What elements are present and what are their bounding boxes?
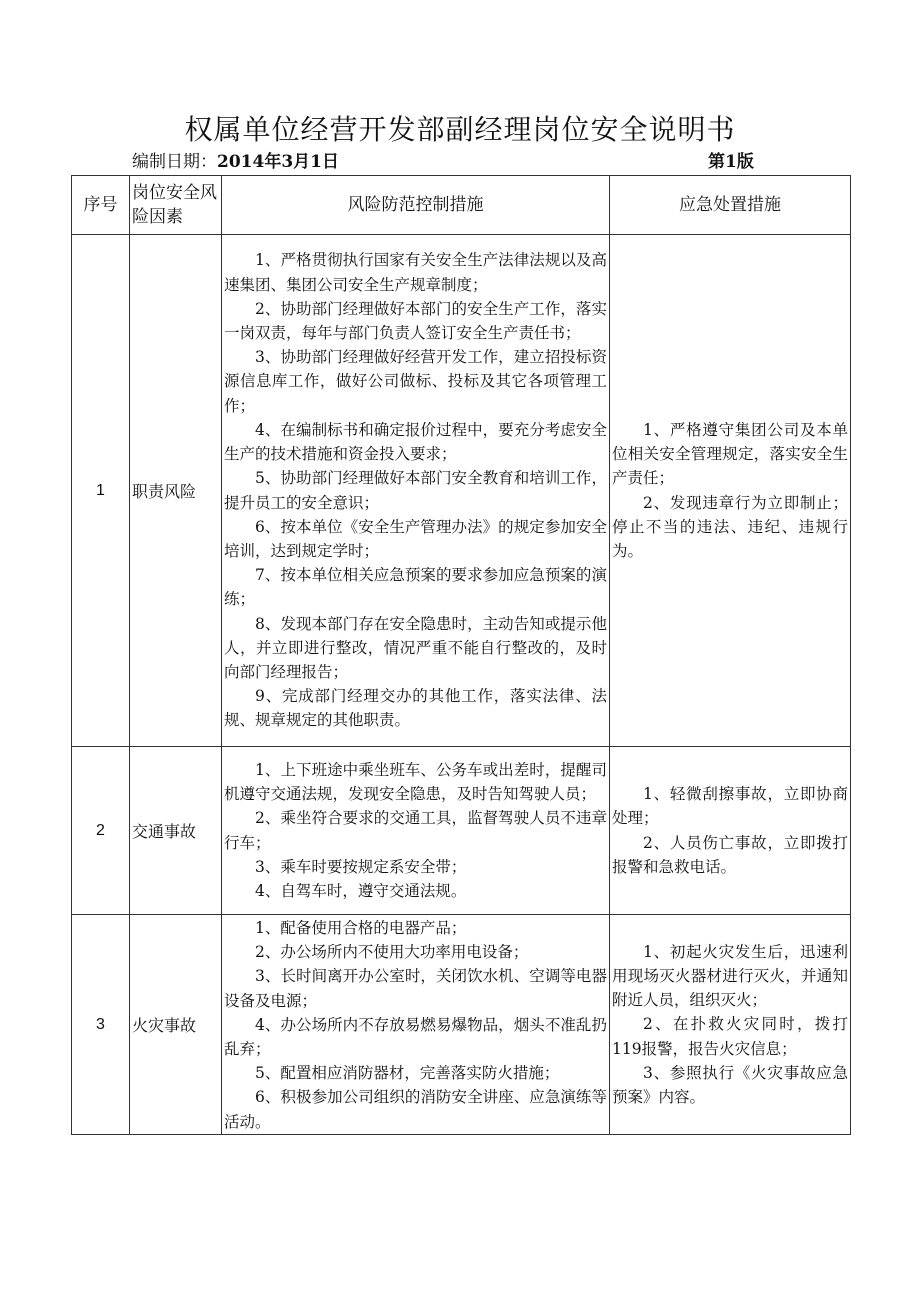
header-factor: 岗位安全风险因素: [130, 176, 222, 235]
table-row: [72, 915, 851, 1135]
row-factor: 职责风险: [130, 235, 222, 747]
risk-item: 8、发现本部门存在安全隐患时，主动告知或提示他人，并立即进行整改，情况严重不能自行整改的，及时向部门经理报告；: [224, 614, 607, 681]
risk-item: 3、乘车时要按规定系安全带；: [255, 857, 467, 876]
emergency-item: 1、严格遵守集团公司及本单位相关安全管理规定，落实安全生产责任；: [612, 420, 848, 488]
header-seq: 序号: [72, 176, 130, 235]
row-factor: 交通事故: [130, 747, 222, 915]
risk-item: 4、自驾车时，遵守交通法规。: [255, 881, 467, 900]
risk-item: 5、协助部门经理做好本部门安全教育和培训工作，提升员工的安全意识；: [224, 469, 607, 512]
risk-item: 4、在编制标书和确定报价过程中，要充分考虑安全生产的技术措施和资金投入要求；: [224, 420, 607, 464]
risk-item: 5、配置相应消防器材，完善落实防火措施；: [255, 1064, 560, 1083]
emergency-item: 1、轻微刮擦事故，立即协商处理；: [612, 785, 848, 828]
risk-item: 2、乘坐符合要求的交通工具，监督驾驶人员不违章行车；: [224, 809, 607, 852]
emergency-item: 2、人员伤亡事故，立即拨打报警和急救电话。: [612, 833, 848, 876]
table-header-row: [72, 176, 851, 235]
safety-table: [71, 175, 851, 1135]
emergency-measures: [610, 747, 851, 915]
emergency-measures: [610, 235, 851, 747]
table-row: [72, 235, 851, 747]
emergency-item: 2、在扑救火灾同时，拨打119报警，报告火灾信息；: [612, 1015, 848, 1058]
row-factor: 火灾事故: [130, 915, 222, 1135]
emergency-measures: [610, 915, 851, 1135]
date-label: 编制日期：: [132, 152, 217, 172]
risk-measures: [222, 235, 610, 747]
risk-item: 2、办公场所内不使用大功率用电设备；: [255, 943, 529, 962]
row-seq: 3: [72, 915, 130, 1135]
risk-item: 1、上下班途中乘坐班车、公务车或出差时，提醒司机遵守交通法规，发现安全隐患，及时告知驾驶人员；: [224, 760, 607, 804]
risk-item: 6、积极参加公司组织的消防安全讲座、应急演练等活动。: [224, 1088, 607, 1131]
risk-item: 9、完成部门经理交办的其他工作，落实法律、法规、规章规定的其他职责。: [224, 687, 607, 730]
emergency-item: 3、参照执行《火灾事故应急预案》内容。: [612, 1063, 848, 1106]
risk-item: 1、严格贯彻执行国家有关安全生产法律法规以及高速集团、集团公司安全生产规章制度；: [224, 251, 607, 294]
document-title: 权属单位经营开发部副经理岗位安全说明书: [184, 113, 736, 146]
risk-item: 7、按本单位相关应急预案的要求参加应急预案的演练；: [224, 566, 607, 609]
row-seq: 2: [72, 747, 130, 915]
emergency-item: 2、发现违章行为立即制止；停止不当的违法、违纪、违规行为。: [612, 493, 848, 560]
risk-item: 3、长时间离开办公室时，关闭饮水机、空调等电器设备及电源；: [224, 967, 607, 1010]
version-label: 第1版: [708, 152, 754, 172]
row-seq: 1: [72, 235, 130, 747]
date-value: 2014年3月1日: [217, 152, 339, 172]
emergency-item: 1、初起火灾发生后，迅速利用现场灭火器材进行灭火，并通知附近人员，组织灭火；: [612, 942, 848, 1010]
header-emergency: 应急处置措施: [610, 176, 851, 235]
risk-item: 1、配备使用合格的电器产品；: [255, 919, 467, 937]
risk-measures: [222, 915, 610, 1135]
risk-item: 2、协助部门经理做好本部门的安全生产工作，落实一岗双责，每年与部门负责人签订安全生产责任书；: [224, 299, 607, 343]
header-risk: 风险防范控制措施: [222, 176, 610, 235]
date-line: [132, 150, 339, 174]
table-row: [72, 747, 851, 915]
risk-item: 4、办公场所内不存放易燃易爆物品，烟头不准乱扔乱弃；: [224, 1015, 607, 1059]
risk-measures: [222, 747, 610, 915]
risk-item: 6、按本单位《安全生产管理办法》的规定参加安全培训，达到规定学时；: [224, 517, 607, 560]
risk-item: 3、协助部门经理做好经营开发工作，建立招投标资源信息库工作，做好公司做标、投标及其它各项管理工作；: [224, 348, 607, 415]
